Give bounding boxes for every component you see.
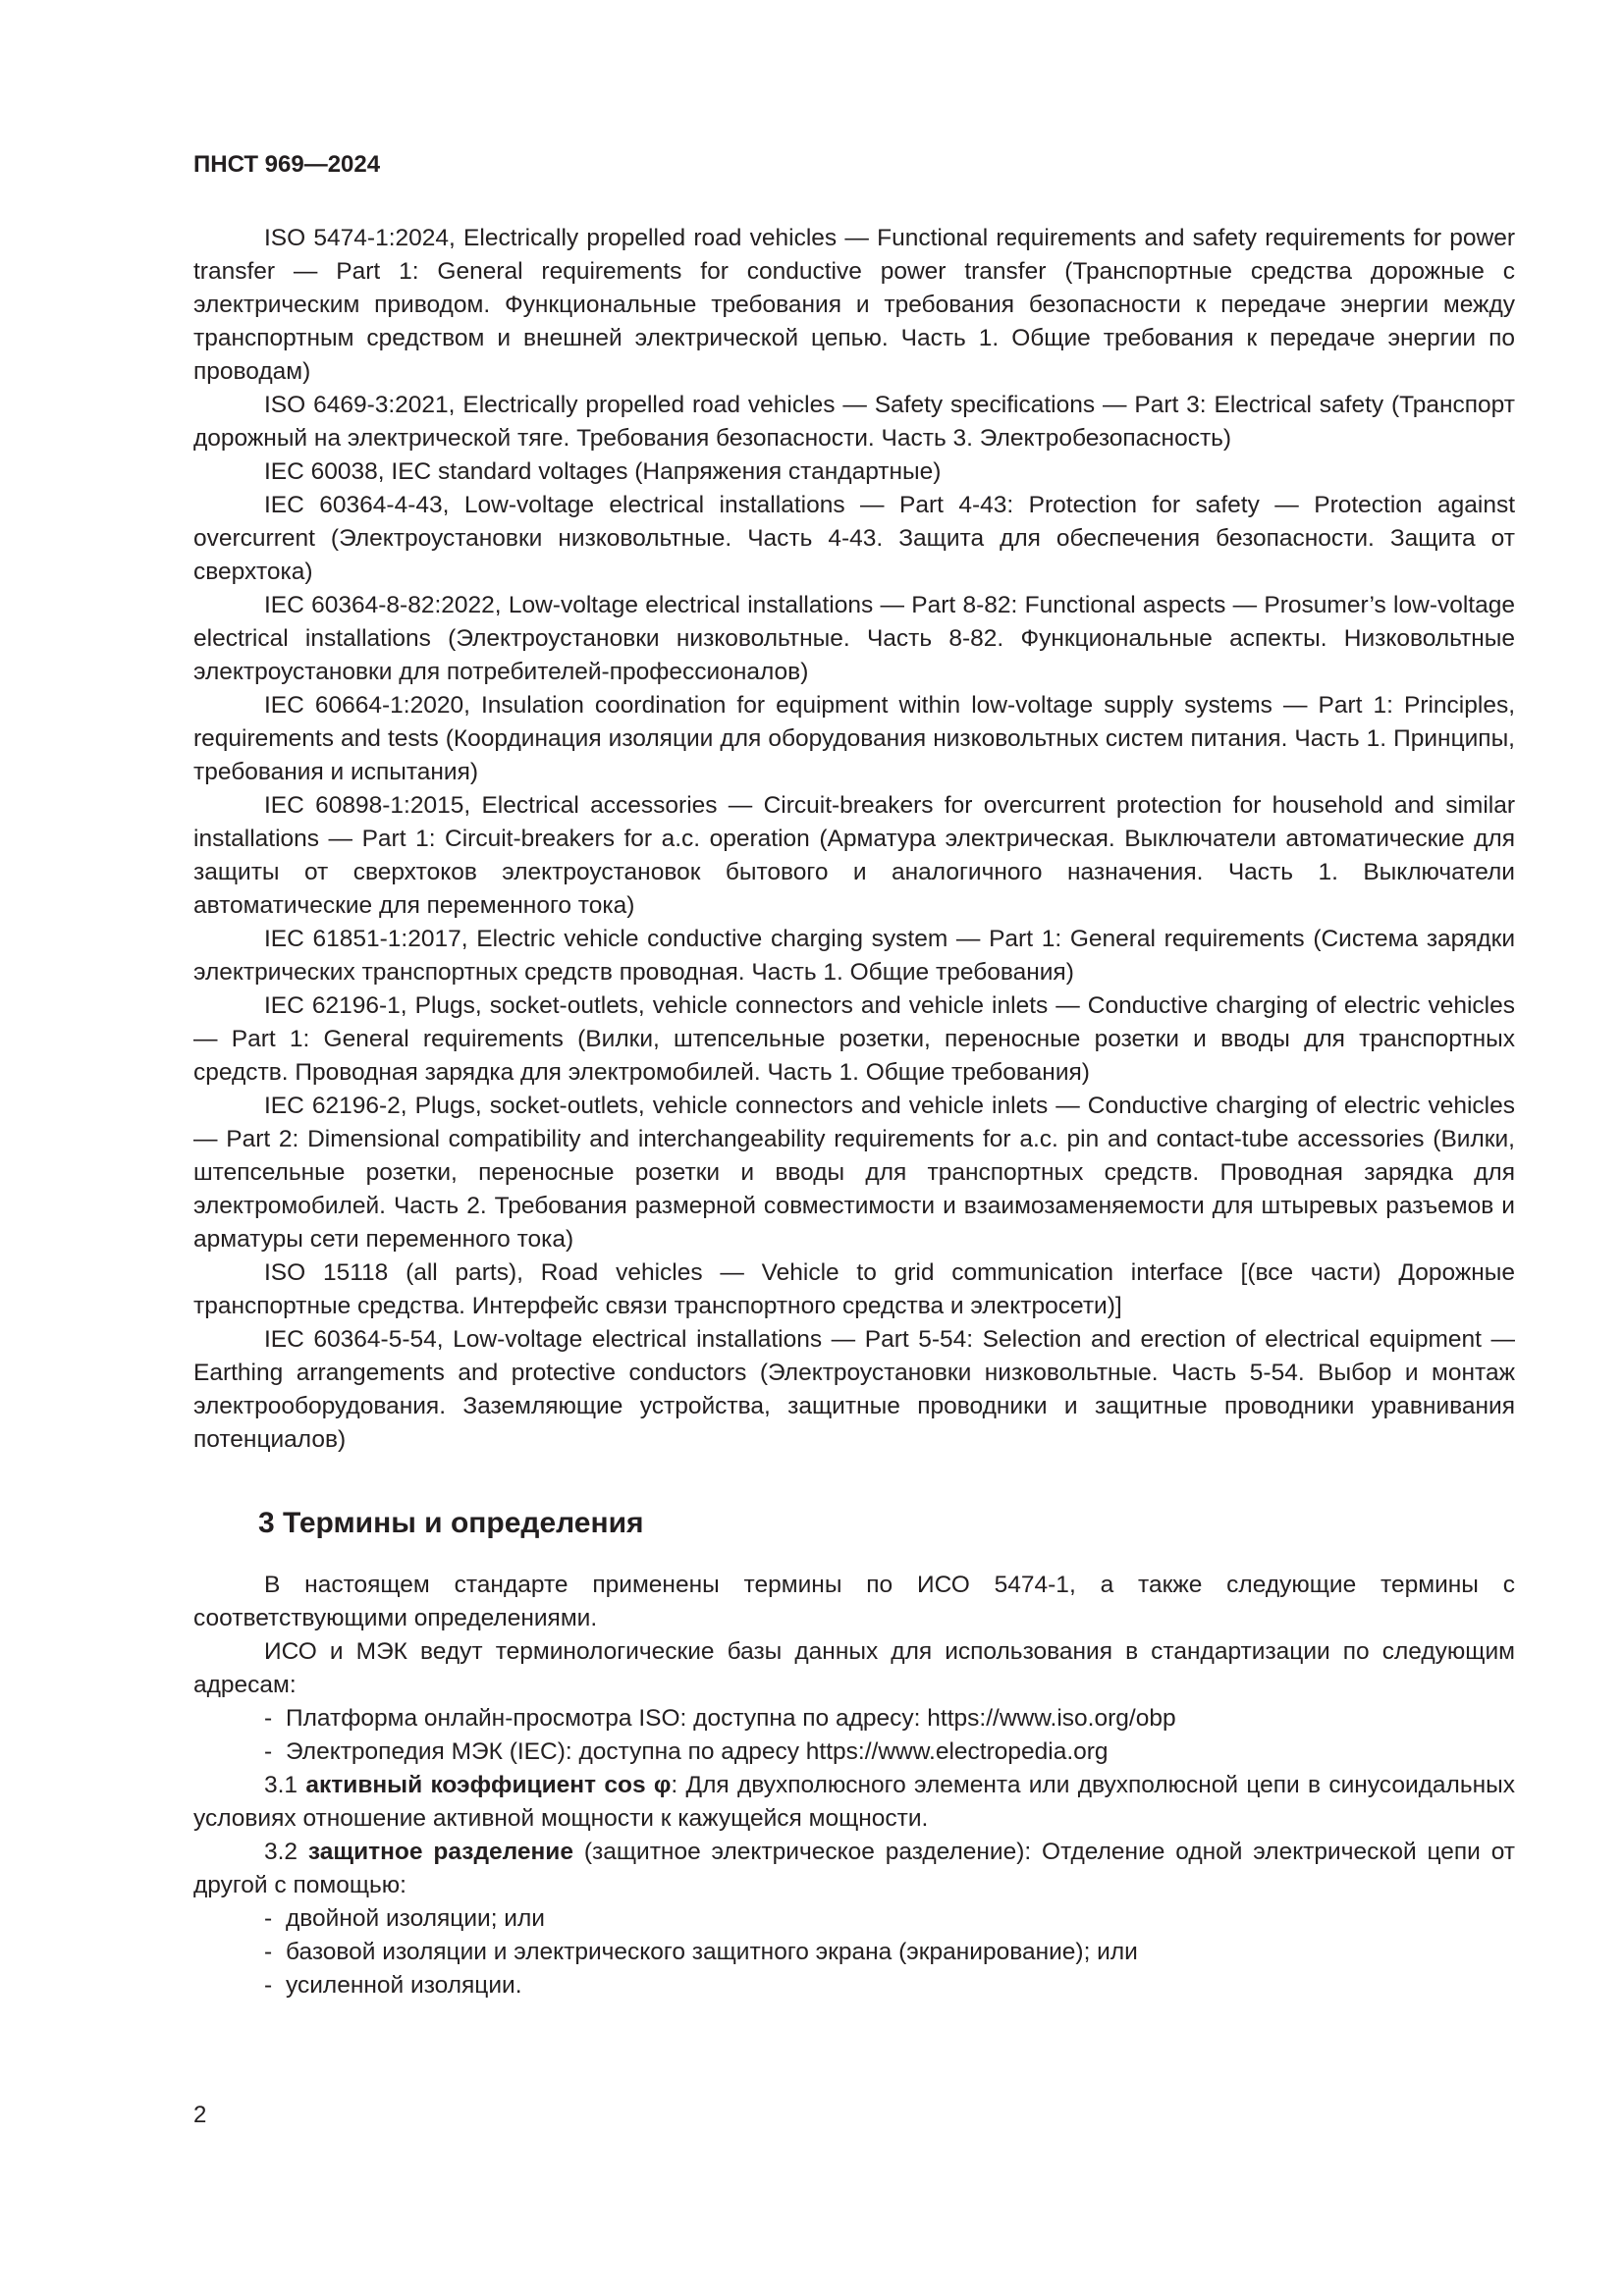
section-3-intro: В настоящем стандарте применены термины по ИСО 5474-1, а также следующие термины с соответствующими определениями. <box>193 1572 1515 1631</box>
database-iec-electropedia: Электропедия МЭК (IEC): доступна по адресу https://www.electropedia.org <box>286 1738 1109 1765</box>
database-iso-obp: Платформа онлайн-просмотра ISO: доступна по адресу: https://www.iso.org/obp <box>286 1705 1176 1732</box>
term-3-2-items-list <box>193 1902 1515 2002</box>
list-item: - Электропедия МЭК (IEC): доступна по адресу https://www.electropedia.org <box>264 1738 1109 1765</box>
reference-iec-60898-1: IEC 60898-1:2015, Electrical accessories — Circuit-breakers for overcurrent protection for household and similar installations — Part 1: Circuit-breakers for a.c. operation (Арматура электрическая. Выключатели автоматические для защиты от сверхтоков электроустановок бытового и аналогичного назначения. Часть 1. Выключатели автоматические для переменного тока) <box>193 792 1515 919</box>
term-name: активный коэффициент cos φ <box>305 1772 672 1798</box>
reference-iec-60364-5-54: IEC 60364-5-54, Low-voltage electrical installations — Part 5-54: Selection and erection of electrical equipment — Earthing arrangements and protective conductors (Электроустановки низковольтные. Часть 5-54. Выбор и монтаж электрооборудования. Заземляющие устройства, защитные проводники и защитные проводники уравнивания потенциалов) <box>193 1326 1515 1453</box>
term-definition: : Для двухполюсного элемента или двухполюсной цепи в синусоидальных условиях отношение активной мощности к кажущейся мощности. <box>193 1772 1515 1832</box>
list-item: - усиленной изоляции. <box>264 1972 522 1999</box>
term-definition: (защитное электрическое разделение): Отделение одной электрической цепи от другой с помощью: <box>193 1839 1516 1898</box>
list-item: - Платформа онлайн-просмотра ISO: доступна по адресу: https://www.iso.org/obp <box>264 1705 1176 1732</box>
reference-iec-61851-1: IEC 61851-1:2017, Electric vehicle conductive charging system — Part 1: General requirements (Система зарядки электрических транспортных средств проводная. Часть 1. Общие требования) <box>193 926 1515 986</box>
item-double-insulation: двойной изоляции; или <box>286 1905 545 1932</box>
term-name: защитное разделение <box>307 1839 573 1865</box>
term-number: 3.2 <box>264 1839 298 1865</box>
reference-iso-15118: ISO 15118 (all parts), Road vehicles — Vehicle to grid communication interface [(все части) Дорожные транспортные средства. Интерфейс связи транспортного средства и электросети)] <box>193 1259 1515 1319</box>
reference-iso-6469-3: ISO 6469-3:2021, Electrically propelled road vehicles — Safety specifications — Part 3: Electrical safety (Транспорт дорожный на электрической тяге. Требования безопасности. Часть 3. Электробезопасность) <box>193 392 1515 452</box>
reference-iec-62196-2: IEC 62196-2, Plugs, socket-outlets, vehicle connectors and vehicle inlets — Conductive charging of electric vehicles — Part 2: Dimensional compatibility and interchangeability requirements for a.c. pin and contact-tube accessories (Вилки, штепсельные розетки, переносные розетки и вводы для транспортных средств. Проводная зарядка для электромобилей. Часть 2. Требования размерной совместимости и взаимозаменяемости для штыревых разъемов и арматуры сети переменного тока) <box>193 1093 1515 1253</box>
item-reinforced-insulation: усиленной изоляции. <box>286 1972 522 1999</box>
terminology-databases-intro: ИСО и МЭК ведут терминологические базы данных для использования в стандартизации по следующим адресам: <box>193 1638 1515 1698</box>
reference-iec-60364-8-82: IEC 60364-8-82:2022, Low-voltage electrical installations — Part 8-82: Functional aspects — Prosumer’s low-voltage electrical installations (Электроустановки низковольтные. Часть 8-82. Функциональные аспекты. Низковольтные электроустановки для потребителей-профессионалов) <box>193 592 1515 685</box>
reference-iec-60038: IEC 60038, IEC standard voltages (Напряжения стандартные) <box>264 458 942 485</box>
document-id-header: ПНСТ 969—2024 <box>193 151 381 178</box>
reference-iso-5474-1: ISO 5474-1:2024, Electrically propelled road vehicles — Functional requirements and safety requirements for power transfer — Part 1: General requirements for conductive power transfer (Транспортные средства дорожные с электрическим приводом. Функциональные требования и требования безопасности к передаче энергии между транспортным средством и внешней электрической цепью. Часть 1. Общие требования к передаче энергии по проводам) <box>193 225 1515 385</box>
list-item: - базовой изоляции и электрического защитного экрана (экранирование); или <box>264 1939 1138 1965</box>
reference-iec-62196-1: IEC 62196-1, Plugs, socket-outlets, vehicle connectors and vehicle inlets — Conductive charging of electric vehicles — Part 1: General requirements (Вилки, штепсельные розетки, переносные розетки и вводы для транспортных средств. Проводная зарядка для электромобилей. Часть 1. Общие требования) <box>193 992 1515 1086</box>
reference-iec-60664-1: IEC 60664-1:2020, Insulation coordination for equipment within low-voltage supply systems — Part 1: Principles, requirements and tests (Координация изоляции для оборудования низковольтных систем питания. Часть 1. Принципы, требования и испытания) <box>193 692 1515 785</box>
term-3-1 <box>193 1769 1515 1836</box>
normative-references-list <box>193 222 1515 1457</box>
reference-iec-60364-4-43: IEC 60364-4-43, Low-voltage electrical installations — Part 4-43: Protection for safety — Protection against overcurrent (Электроустановки низковольтные. Часть 4-43. Защита для обеспечения безопасности. Защита от сверхтока) <box>193 492 1515 585</box>
list-item: - двойной изоляции; или <box>264 1905 545 1932</box>
item-basic-insulation-shield: базовой изоляции и электрического защитного экрана (экранирование); или <box>286 1939 1138 1965</box>
term-3-2 <box>193 1836 1515 1902</box>
terminology-databases-list <box>193 1702 1515 1769</box>
term-number: 3.1 <box>264 1772 298 1798</box>
section-3-title: 3 Термины и определения <box>258 1507 644 1539</box>
page-content <box>193 222 1515 2002</box>
page-number: 2 <box>193 2102 207 2128</box>
